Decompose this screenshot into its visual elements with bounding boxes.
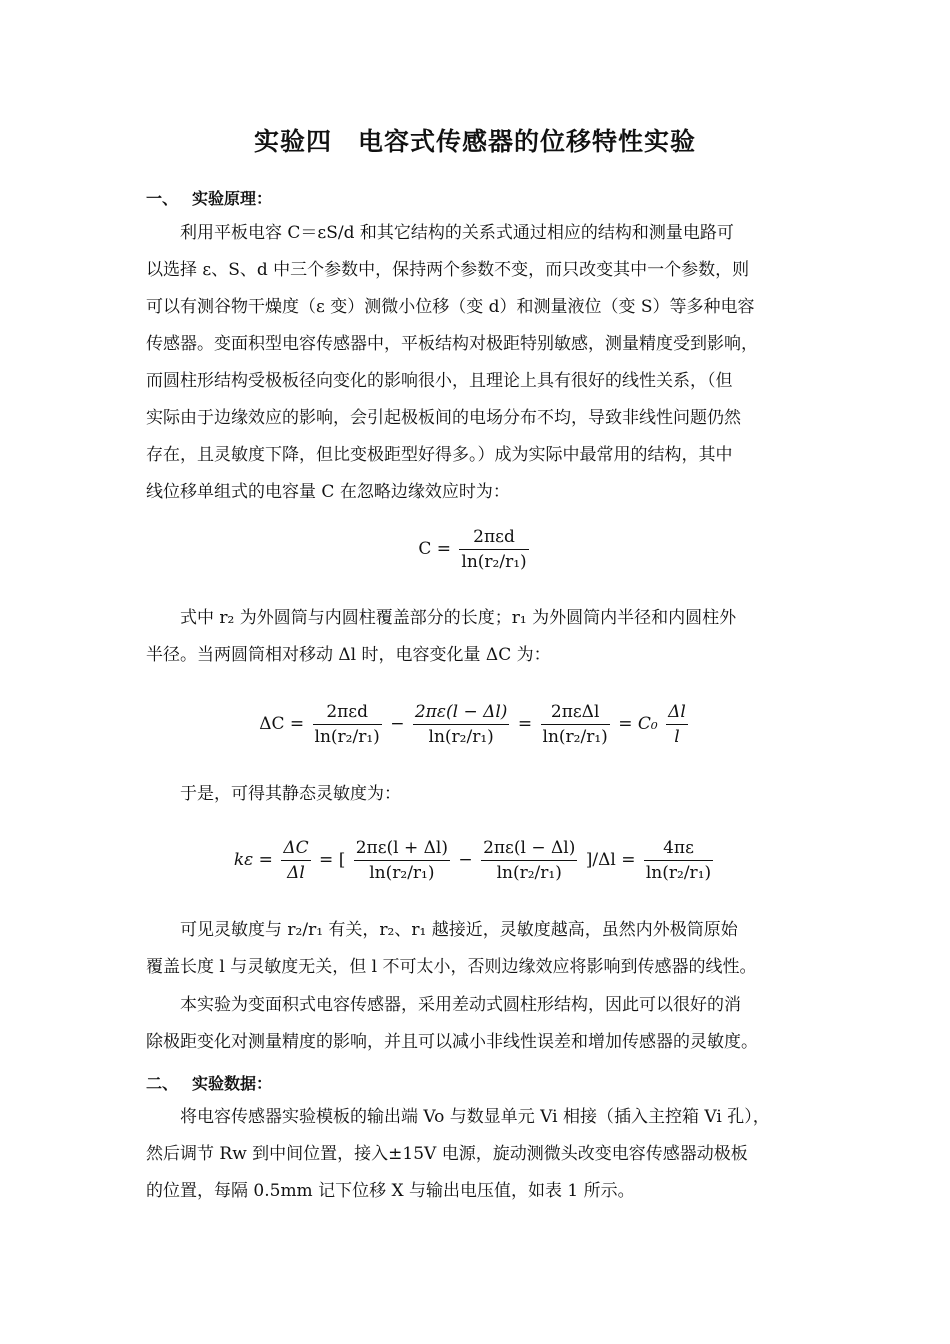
text-line: 实际由于边缘效应的影响，会引起极板间的电场分布不均，导致非线性问题仍然	[146, 408, 741, 428]
text-line: 覆盖长度 l 与灵敏度无关，但 l 不可太小，否则边缘效应将影响到传感器的线性。	[146, 957, 757, 977]
text-line: 可以有测谷物干燥度（ε 变）测微小位移（变 d）和测量液位（变 S）等多种电容	[146, 297, 755, 317]
denominator: l	[674, 727, 680, 747]
fraction	[541, 700, 610, 749]
fraction	[313, 700, 382, 749]
denominator: ln(r₂/r₁)	[645, 863, 712, 883]
text-line: 线位移单组式的电容量 C 在忽略边缘效应时为：	[146, 482, 510, 502]
text-line: 于是，可得其静态灵敏度为：	[180, 784, 401, 804]
fraction	[281, 836, 310, 885]
text-line: 半径。当两圆筒相对移动 Δl 时，电容变化量 ΔC 为：	[146, 645, 551, 665]
paragraph-experiment-structure	[146, 987, 804, 1061]
text-line: 可见灵敏度与 r₂/r₁ 有关，r₂、r₁ 越接近，灵敏度越高，虽然内外极筒原始	[180, 920, 738, 940]
numerator: 2πε(l + Δl)	[354, 836, 450, 861]
text-line: 将电容传感器实验模板的输出端 Vo 与数显单元 Vi 相接（插入主控箱 Vi 孔），	[180, 1107, 770, 1127]
fraction	[354, 836, 450, 885]
eq-lhs: C =	[418, 539, 451, 559]
section-title: 实验原理：	[192, 189, 273, 208]
denominator: ln(r₂/r₁)	[496, 863, 562, 883]
text-line: 存在，且灵敏度下降，但比变极距型好得多。）成为实际中最常用的结构，其中	[146, 445, 733, 465]
fraction	[481, 836, 577, 885]
text-line: 除极距变化对测量精度的影响，并且可以减小非线性误差和增加传感器的灵敏度。	[146, 1032, 758, 1052]
numerator: 2πε(l − Δl)	[481, 836, 577, 861]
numerator: Δl	[666, 700, 688, 725]
equation-sensitivity	[0, 836, 950, 885]
text-line: 以选择 ε、S、d 中三个参数中，保持两个参数不变，而只改变其中一个参数，则	[146, 260, 750, 280]
operator: −	[390, 714, 405, 734]
fraction	[666, 700, 688, 749]
text-line: 而圆柱形结构受极板径向变化的影响很小，且理论上具有很好的线性关系，（但	[146, 371, 733, 391]
paragraph-procedure	[146, 1099, 804, 1210]
fraction	[459, 525, 528, 574]
text-line: 然后调节 Rw 到中间位置，接入±15V 电源，旋动测微头改变电容传感器动极板	[146, 1144, 748, 1164]
section-number: 二、	[146, 1074, 179, 1093]
numerator: 2πεd	[313, 700, 382, 725]
page-title: 实验四 电容式传感器的位移特性实验	[253, 127, 696, 156]
numerator: 2πε(l − Δl)	[413, 700, 510, 725]
section-title: 实验数据：	[192, 1074, 273, 1093]
operator: = C₀	[618, 714, 658, 734]
paragraph-definitions	[146, 600, 804, 674]
numerator: ΔC	[281, 836, 310, 861]
equation-capacitance	[0, 525, 950, 574]
text-line: 式中 r₂ 为外圆筒与内圆柱覆盖部分的长度；r₁ 为外圆筒内半径和内圆柱外	[180, 608, 737, 628]
equation-delta-c	[0, 700, 950, 749]
eq-lhs: ΔC =	[259, 714, 305, 734]
section-heading-data	[146, 1071, 272, 1094]
text-line: 的位置，每隔 0.5mm 记下位移 X 与输出电压值，如表 1 所示。	[146, 1181, 635, 1201]
operator: −	[458, 850, 473, 870]
operator: =	[517, 714, 533, 734]
denominator: ln(r₂/r₁)	[542, 727, 608, 747]
paragraph-principle	[146, 215, 804, 511]
denominator: Δl	[287, 863, 305, 883]
fraction	[644, 836, 713, 885]
paragraph-sensitivity-intro	[146, 776, 804, 813]
text-line: 利用平板电容 C＝εS/d 和其它结构的关系式通过相应的结构和测量电路可	[180, 223, 734, 243]
section-number: 一、	[146, 189, 179, 208]
denominator: ln(r₂/r₁)	[461, 552, 527, 572]
text-line: 传感器。变面积型电容传感器中，平板结构对极距特别敏感，测量精度受到影响，	[146, 334, 758, 354]
denominator: ln(r₂/r₁)	[428, 727, 494, 747]
text-line: 本实验为变面积式电容传感器，采用差动式圆柱形结构，因此可以很好的消	[180, 995, 741, 1015]
denominator: ln(r₂/r₁)	[314, 727, 380, 747]
paragraph-sensitivity-notes	[146, 912, 804, 986]
eq-lhs: kε =	[233, 850, 273, 870]
numerator: 4πε	[644, 836, 713, 861]
denominator: ln(r₂/r₁)	[369, 863, 435, 883]
operator: = [	[319, 850, 346, 870]
numerator: 2πεd	[459, 525, 528, 550]
numerator: 2πεΔl	[541, 700, 610, 725]
operator: ]/Δl =	[585, 850, 636, 870]
section-heading-principle	[146, 186, 272, 209]
fraction	[413, 700, 510, 749]
